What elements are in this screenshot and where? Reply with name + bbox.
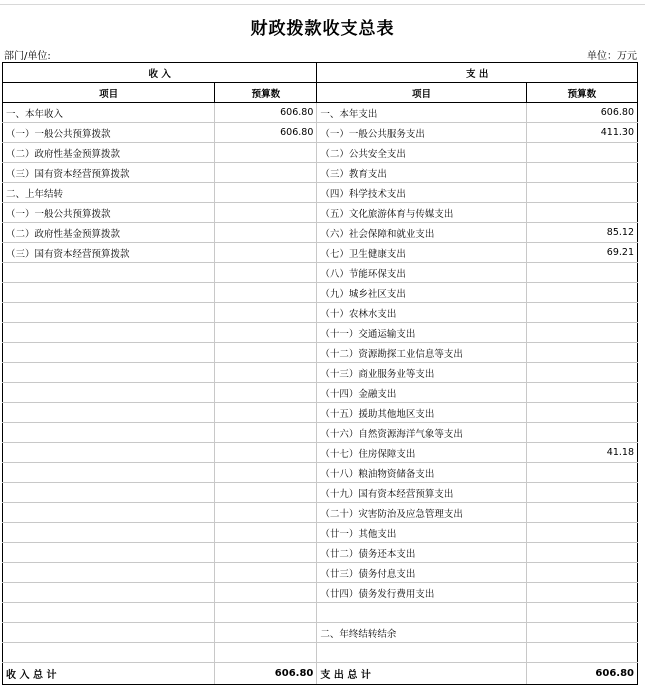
income-item-cell[interactable] — [3, 323, 215, 343]
sheet-column-header-strip — [0, 0, 645, 5]
expense-value-cell[interactable] — [526, 503, 637, 523]
income-item-cell[interactable]: （二）政府性基金预算拨款 — [3, 223, 215, 243]
income-value-cell[interactable] — [215, 423, 317, 443]
income-value-cell[interactable] — [215, 543, 317, 563]
income-item-cell[interactable]: （一）一般公共预算拨款 — [3, 203, 215, 223]
table-row — [3, 263, 638, 283]
income-item-cell[interactable] — [3, 263, 215, 283]
table-row — [3, 423, 638, 443]
expense-value-cell[interactable] — [526, 303, 637, 323]
income-item-cell[interactable] — [3, 343, 215, 363]
table-row — [3, 443, 638, 463]
expense-item-cell[interactable]: （一）一般公共服务支出 — [317, 123, 526, 143]
table-row — [3, 623, 638, 643]
income-item-cell[interactable] — [3, 523, 215, 543]
table-row — [3, 143, 638, 163]
income-value-cell[interactable] — [215, 303, 317, 323]
income-item-cell[interactable]: 二、上年结转 — [3, 183, 215, 203]
expense-item-cell[interactable]: （十二）资源勘探工业信息等支出 — [317, 343, 526, 363]
department-label: 部门/单位: — [4, 51, 51, 62]
income-value-cell[interactable] — [215, 183, 317, 203]
expense-total-label[interactable]: 支 出 总 计 — [317, 663, 526, 685]
income-value-cell[interactable] — [215, 243, 317, 263]
expense-value-cell[interactable] — [526, 623, 637, 643]
income-item-cell[interactable] — [3, 603, 215, 623]
expense-item-header: 项目 — [317, 83, 526, 103]
income-value-cell[interactable] — [215, 403, 317, 423]
table-row — [3, 123, 638, 143]
expense-item-cell[interactable]: 一、本年支出 — [317, 103, 526, 123]
table-row — [3, 343, 638, 363]
income-value-cell[interactable] — [215, 323, 317, 343]
expense-item-cell[interactable]: （二十）灾害防治及应急管理支出 — [317, 503, 526, 523]
income-value-cell[interactable] — [215, 223, 317, 243]
income-item-cell[interactable]: （二）政府性基金预算拨款 — [3, 143, 215, 163]
expense-item-cell[interactable]: （十一）交通运输支出 — [317, 323, 526, 343]
expense-value-cell[interactable] — [526, 463, 637, 483]
expense-item-cell[interactable]: （七）卫生健康支出 — [317, 243, 526, 263]
income-value-cell[interactable] — [215, 263, 317, 283]
table-row — [3, 483, 638, 503]
table-row — [3, 403, 638, 423]
table-row — [3, 103, 638, 123]
table-row — [3, 603, 638, 623]
column-header-row — [3, 83, 638, 103]
income-value-cell[interactable] — [215, 503, 317, 523]
income-value-cell[interactable] — [215, 583, 317, 603]
table-row — [3, 183, 638, 203]
budget-summary-table — [2, 62, 638, 685]
expense-value-cell[interactable] — [526, 163, 637, 183]
income-value-cell[interactable]: 606.80 — [215, 103, 317, 123]
income-item-cell[interactable] — [3, 423, 215, 443]
page-title: 财政拨款收支总表 — [250, 19, 395, 39]
income-item-cell[interactable] — [3, 643, 215, 663]
income-section-header: 收 入 — [3, 63, 317, 83]
expense-value-cell[interactable] — [526, 603, 637, 623]
income-item-cell[interactable] — [3, 303, 215, 323]
expense-item-cell[interactable]: （二）公共安全支出 — [317, 143, 526, 163]
income-item-cell[interactable] — [3, 403, 215, 423]
unit-label: 单位：万元 — [587, 51, 637, 62]
expense-item-cell[interactable]: （廿二）债务还本支出 — [317, 543, 526, 563]
income-item-cell[interactable] — [3, 443, 215, 463]
table-row — [3, 243, 638, 263]
expense-value-cell[interactable] — [526, 183, 637, 203]
income-total-value[interactable]: 606.80 — [215, 663, 317, 685]
income-value-cell[interactable] — [215, 623, 317, 643]
income-value-cell[interactable] — [215, 603, 317, 623]
income-value-cell[interactable] — [215, 363, 317, 383]
income-item-cell[interactable] — [3, 483, 215, 503]
expense-value-cell[interactable]: 85.12 — [526, 223, 637, 243]
expense-value-cell[interactable] — [526, 403, 637, 423]
expense-item-cell[interactable] — [317, 643, 526, 663]
table-row — [3, 223, 638, 243]
expense-value-cell[interactable] — [526, 483, 637, 503]
expense-value-cell[interactable] — [526, 563, 637, 583]
income-value-cell[interactable] — [215, 163, 317, 183]
income-value-cell[interactable] — [215, 523, 317, 543]
expense-item-cell[interactable]: （十九）国有资本经营预算支出 — [317, 483, 526, 503]
expense-item-cell[interactable]: 二、年终结转结余 — [317, 623, 526, 643]
expense-item-cell[interactable]: （十六）自然资源海洋气象等支出 — [317, 423, 526, 443]
income-value-cell[interactable] — [215, 143, 317, 163]
expense-item-cell[interactable]: （十三）商业服务业等支出 — [317, 363, 526, 383]
expense-item-cell[interactable]: （四）科学技术支出 — [317, 183, 526, 203]
expense-section-header: 支 出 — [317, 63, 638, 83]
income-value-cell[interactable] — [215, 343, 317, 363]
expense-item-cell[interactable] — [317, 603, 526, 623]
expense-value-cell[interactable] — [526, 143, 637, 163]
expense-value-cell[interactable] — [526, 263, 637, 283]
income-item-cell[interactable] — [3, 563, 215, 583]
expense-value-cell[interactable] — [526, 423, 637, 443]
income-item-cell[interactable] — [3, 283, 215, 303]
table-row — [3, 503, 638, 523]
expense-item-cell[interactable]: （十八）粮油物资储备支出 — [317, 463, 526, 483]
table-row — [3, 383, 638, 403]
income-item-cell[interactable] — [3, 623, 215, 643]
table-row — [3, 323, 638, 343]
expense-value-cell[interactable] — [526, 583, 637, 603]
expense-value-cell[interactable]: 41.18 — [526, 443, 637, 463]
expense-item-cell[interactable]: （十七）住房保障支出 — [317, 443, 526, 463]
income-value-cell[interactable] — [215, 283, 317, 303]
income-item-cell[interactable] — [3, 463, 215, 483]
expense-value-cell[interactable] — [526, 643, 637, 663]
income-item-cell[interactable] — [3, 503, 215, 523]
income-item-header: 项目 — [3, 83, 215, 103]
income-item-cell[interactable]: （三）国有资本经营预算拨款 — [3, 243, 215, 263]
table-row — [3, 563, 638, 583]
income-item-cell[interactable] — [3, 363, 215, 383]
expense-item-cell[interactable]: （三）教育支出 — [317, 163, 526, 183]
table-row — [3, 303, 638, 323]
income-item-cell[interactable]: 一、本年收入 — [3, 103, 215, 123]
table-row — [3, 543, 638, 563]
income-value-cell[interactable] — [215, 383, 317, 403]
table-row — [3, 463, 638, 483]
expense-item-cell[interactable]: （五）文化旅游体育与传媒支出 — [317, 203, 526, 223]
income-value-cell[interactable]: 606.80 — [215, 123, 317, 143]
income-item-cell[interactable] — [3, 583, 215, 603]
expense-item-cell[interactable]: （廿三）债务付息支出 — [317, 563, 526, 583]
table-row — [3, 203, 638, 223]
section-header-row — [3, 63, 638, 83]
income-total-label[interactable]: 收 入 总 计 — [3, 663, 215, 685]
expense-value-cell[interactable] — [526, 203, 637, 223]
expense-item-cell[interactable]: （十）农林水支出 — [317, 303, 526, 323]
expense-item-cell[interactable]: （九）城乡社区支出 — [317, 283, 526, 303]
expense-value-cell[interactable] — [526, 343, 637, 363]
income-budget-header: 预算数 — [215, 83, 317, 103]
expense-value-cell[interactable]: 69.21 — [526, 243, 637, 263]
expense-value-cell[interactable] — [526, 363, 637, 383]
income-item-cell[interactable] — [3, 383, 215, 403]
expense-value-cell[interactable] — [526, 383, 637, 403]
expense-item-cell[interactable]: （八）节能环保支出 — [317, 263, 526, 283]
expense-value-cell[interactable]: 411.30 — [526, 123, 637, 143]
income-item-cell[interactable] — [3, 543, 215, 563]
table-row — [3, 283, 638, 303]
expense-value-cell[interactable] — [526, 543, 637, 563]
expense-item-cell[interactable]: （六）社会保障和就业支出 — [317, 223, 526, 243]
income-value-cell[interactable] — [215, 203, 317, 223]
expense-item-cell[interactable]: （廿一）其他支出 — [317, 523, 526, 543]
table-row — [3, 583, 638, 603]
table-row — [3, 643, 638, 663]
table-row — [3, 523, 638, 543]
income-item-cell[interactable]: （三）国有资本经营预算拨款 — [3, 163, 215, 183]
total-row — [3, 663, 638, 685]
expense-item-cell[interactable]: （廿四）债务发行费用支出 — [317, 583, 526, 603]
income-value-cell[interactable] — [215, 463, 317, 483]
expense-value-cell[interactable] — [526, 323, 637, 343]
expense-item-cell[interactable]: （十四）金融支出 — [317, 383, 526, 403]
income-value-cell[interactable] — [215, 483, 317, 503]
table-row — [3, 363, 638, 383]
income-value-cell[interactable] — [215, 643, 317, 663]
expense-budget-header: 预算数 — [526, 83, 637, 103]
income-value-cell[interactable] — [215, 563, 317, 583]
expense-value-cell[interactable]: 606.80 — [526, 103, 637, 123]
expense-item-cell[interactable]: （十五）援助其他地区支出 — [317, 403, 526, 423]
expense-value-cell[interactable] — [526, 283, 637, 303]
table-row — [3, 163, 638, 183]
expense-total-value[interactable]: 606.80 — [526, 663, 637, 685]
expense-value-cell[interactable] — [526, 523, 637, 543]
income-value-cell[interactable] — [215, 443, 317, 463]
income-item-cell[interactable]: （一）一般公共预算拨款 — [3, 123, 215, 143]
